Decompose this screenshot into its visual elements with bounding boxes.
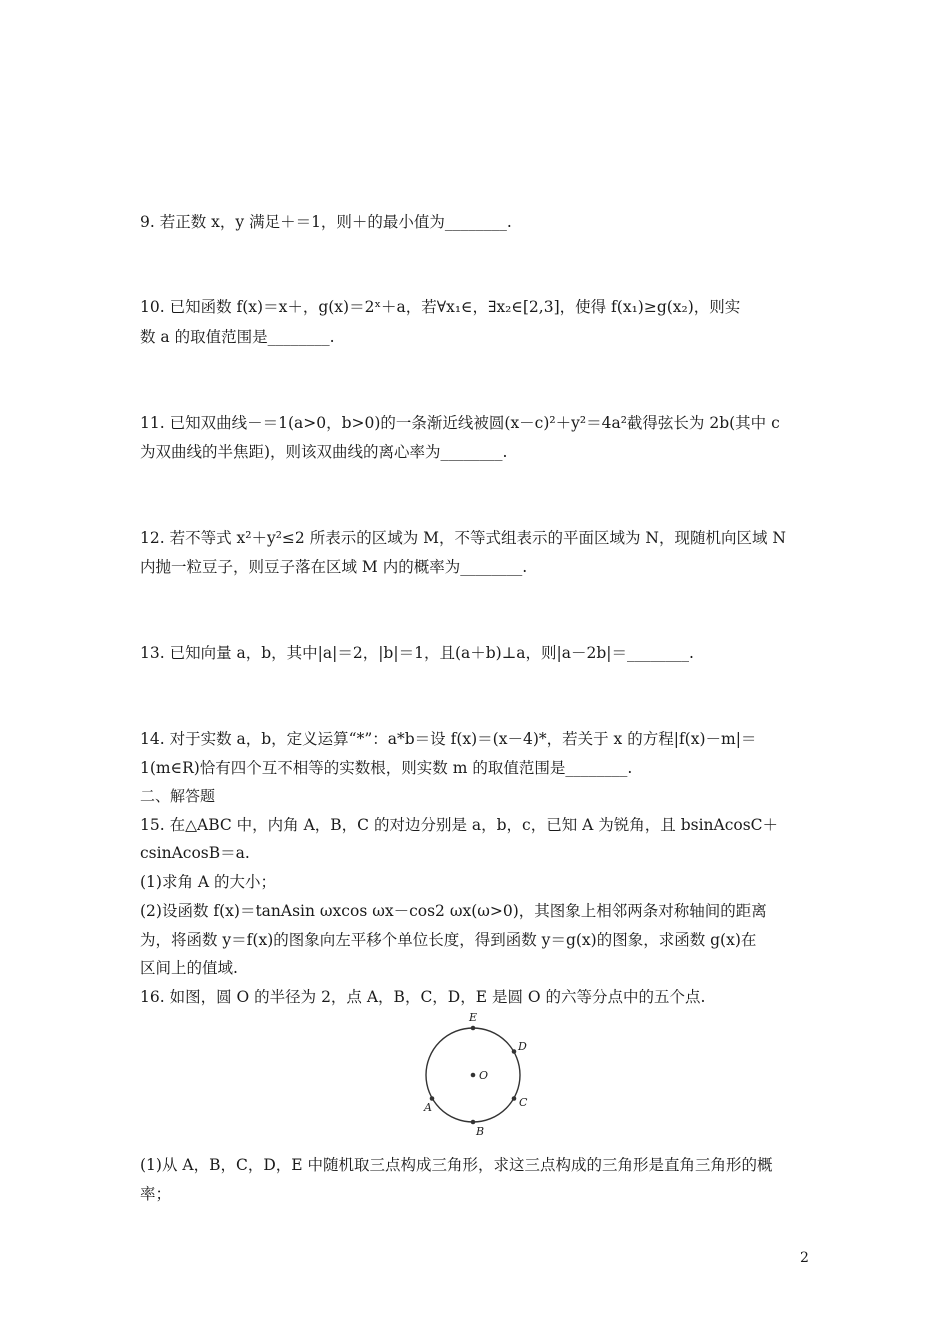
point-b xyxy=(471,1120,476,1125)
problem-15-line-2: csinAcosB＝a. xyxy=(140,844,250,862)
problem-9-text: 9. 若正数 x，y 满足＋＝1，则＋的最小值为________. xyxy=(140,213,512,231)
point-o xyxy=(471,1073,476,1078)
label-d: D xyxy=(518,1040,527,1053)
section-heading: 二、解答题 xyxy=(140,787,216,805)
label-c: C xyxy=(519,1096,528,1109)
page-number: 2 xyxy=(800,1250,809,1266)
problem-16-question-1-line-1: (1)从 A，B，C，D，E 中随机取三点构成三角形，求这三点构成的三角形是直角三角形的概 xyxy=(140,1156,773,1174)
problem-16-question-1-line-2: 率； xyxy=(140,1185,172,1203)
problem-14-line-2: 1(m∈R)恰有四个互不相等的实数根，则实数 m 的取值范围是________. xyxy=(140,759,633,777)
label-o: O xyxy=(479,1069,489,1082)
point-d xyxy=(512,1049,517,1054)
problem-10-line-2: 数 a 的取值范围是________. xyxy=(140,328,335,346)
problem-11-line-2: 为双曲线的半焦距)，则该双曲线的离心率为________. xyxy=(140,443,508,461)
problem-11-line-1: 11. 已知双曲线－＝1(a>0，b>0)的一条渐近线被圆(x－c)²＋y²＝4a²截得弦长为 2b(其中 c xyxy=(140,414,780,432)
problem-13-text: 13. 已知向量 a，b，其中|a|＝2，|b|＝1，且(a＋b)⊥a，则|a－2b|＝________. xyxy=(140,644,694,662)
problem-16-line-1: 16. 如图，圆 O 的半径为 2，点 A，B，C，D，E 是圆 O 的六等分点中的五个点. xyxy=(140,988,706,1006)
label-a: A xyxy=(424,1101,432,1114)
problem-14-line-1: 14. 对于实数 a，b，定义运算“*”：a*b＝设 f(x)＝(x－4)*，若关于 x 的方程|f(x)－m|＝ xyxy=(140,730,757,748)
problem-10-line-1: 10. 已知函数 f(x)＝x＋，g(x)＝2ˣ＋a，若∀x₁∈，∃x₂∈[2,3]，使得 f(x₁)≥g(x₂)，则实 xyxy=(140,298,741,316)
problem-12-line-2: 内抛一粒豆子，则豆子落在区域 M 内的概率为________. xyxy=(140,558,528,576)
label-b: B xyxy=(476,1125,485,1138)
problem-12-line-1: 12. 若不等式 x²＋y²≤2 所表示的区域为 M，不等式组表示的平面区域为 N，现随机向区域 N xyxy=(140,529,786,547)
point-e xyxy=(471,1026,476,1031)
problem-15-line-1: 15. 在△ABC 中，内角 A，B，C 的对边分别是 a，b，c，已知 A 为锐角，且 bsinAcosC＋ xyxy=(140,816,779,834)
problem-15-question-2-line-1: (2)设函数 f(x)＝tanAsin ωxcos ωx－cos2 ωx(ω>0)，其图象上相邻两条对称轴间的距离 xyxy=(140,902,767,920)
problem-15-question-2-line-2: 为，将函数 y＝f(x)的图象向左平移个单位长度，得到函数 y＝g(x)的图象，求函数 g(x)在 xyxy=(140,931,757,949)
label-e: E xyxy=(469,1011,478,1024)
circle-figure xyxy=(410,1010,540,1140)
point-c xyxy=(512,1096,517,1101)
problem-15-question-1: (1)求角 A 的大小； xyxy=(140,873,277,891)
problem-15-question-2-line-3: 区间上的值域. xyxy=(140,959,238,977)
